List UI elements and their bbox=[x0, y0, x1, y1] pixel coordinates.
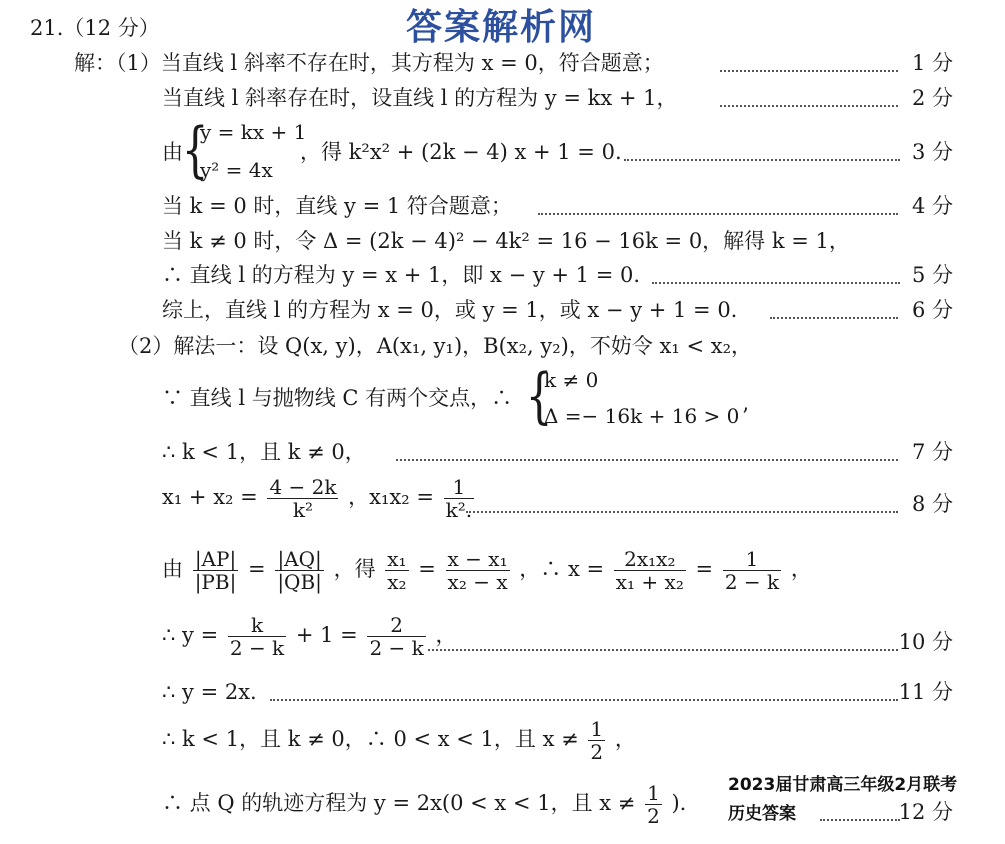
score-6: 6 分 bbox=[911, 298, 953, 322]
part2-line7: ∴ y = 2x. bbox=[162, 680, 257, 704]
part2-line5 bbox=[162, 548, 812, 593]
score-12: 12 分 bbox=[898, 800, 953, 824]
equals-sign: = bbox=[418, 557, 436, 581]
sum-label: x₁ + x₂ = bbox=[162, 485, 258, 509]
text-close: ). bbox=[671, 791, 687, 815]
part2-line4 bbox=[162, 476, 477, 521]
fraction-aq-qb: $\frac{|AQ|}{|QB|}$ bbox=[277, 547, 322, 594]
condition-2: Δ =− 16k + 16 > 0 bbox=[544, 404, 740, 428]
fraction-product: $\frac{1}{\text{k².}}$ bbox=[445, 475, 473, 522]
fraction-k-over-2mk: $\frac{k}{2 - k}$ bbox=[229, 613, 285, 660]
part1-line6: ∴ 直线 l 的方程为 y = x + 1，即 x − y + 1 = 0. bbox=[162, 263, 640, 287]
part2-line1: （2）解法一：设 Q(x, y)，A(x₁, y₁)，B(x₂, y₂)，不妨令 x₁ < x₂， bbox=[118, 334, 752, 358]
text-comma: ， bbox=[435, 623, 457, 647]
brace-symbol: { bbox=[181, 115, 209, 185]
part1-line1: 解：（1）当直线 l 斜率不存在时，其方程为 x = 0，符合题意； bbox=[74, 51, 664, 75]
leader-dots bbox=[820, 819, 900, 821]
footer-line2: 历史答案 bbox=[728, 804, 796, 824]
score-1: 1 分 bbox=[911, 51, 953, 75]
text-comma: ， bbox=[790, 557, 812, 581]
score-3: 3 分 bbox=[911, 140, 953, 164]
part1-line3-rest: ，得 k²x² + (2k − 4) x + 1 = 0. bbox=[300, 140, 622, 164]
product-label: ，x₁x₂ = bbox=[348, 485, 434, 509]
text-you: 由 bbox=[162, 557, 183, 581]
part1-line7: 综上，直线 l 的方程为 x = 0，或 y = 1，或 x − y + 1 = 0. bbox=[162, 298, 738, 322]
condition-tail: ’ bbox=[742, 404, 749, 428]
part1-line4: 当 k = 0 时，直线 y = 1 符合题意； bbox=[162, 194, 512, 218]
part1-line3-lead: 由 bbox=[162, 140, 183, 164]
fraction-2x1x2: $\frac{\text{2x₁x₂}}{\text{x₁ + x₂}}$ bbox=[615, 547, 684, 594]
leader-dots bbox=[624, 159, 900, 161]
brace-symbol: { bbox=[525, 361, 553, 431]
fraction-2-over-2mk: $\frac{2}{2 - k}$ bbox=[369, 613, 424, 660]
leader-dots bbox=[396, 459, 898, 461]
leader-dots bbox=[270, 699, 898, 701]
equals-sign: = bbox=[695, 557, 714, 581]
fraction-half: $\frac{1}{2}$ bbox=[647, 781, 660, 828]
text-therefore-x: ，∴ x = bbox=[519, 557, 605, 581]
part2-line6 bbox=[162, 614, 456, 659]
score-2: 2 分 bbox=[911, 86, 953, 110]
leader-dots bbox=[720, 70, 898, 72]
system-eq2: y² = 4x bbox=[200, 158, 273, 182]
score-4: 4 分 bbox=[911, 194, 953, 218]
part2-line9 bbox=[162, 782, 686, 827]
text-therefore-y: ∴ y = bbox=[162, 623, 219, 647]
leader-dots bbox=[538, 213, 898, 215]
score-7: 7 分 bbox=[911, 440, 953, 464]
score-10: 10 分 bbox=[898, 630, 953, 654]
leader-dots bbox=[428, 649, 898, 651]
score-11: 11 分 bbox=[898, 680, 953, 704]
part2-line8 bbox=[162, 718, 636, 763]
leader-dots bbox=[652, 282, 900, 284]
fraction-ap-pb: $\frac{|AP|}{|PB|}$ bbox=[194, 547, 237, 594]
fraction-1-over-2mk: $\frac{1}{2 - k}$ bbox=[724, 547, 780, 594]
question-heading: 21.（12 分） bbox=[30, 16, 160, 40]
fraction-sum: $\frac{4 - 2k}{\text{k²}}$ bbox=[269, 475, 337, 522]
footer-line1: 2023届甘肃高三年级2月联考 bbox=[728, 775, 958, 795]
part2-line3: ∴ k < 1，且 k ≠ 0， bbox=[162, 440, 366, 464]
locus-text: ∴ 点 Q 的轨迹方程为 y = 2x(0 < x < 1，且 x ≠ bbox=[162, 791, 636, 815]
score-8: 8 分 bbox=[911, 492, 953, 516]
system-eq1: y = kx + 1 bbox=[200, 120, 307, 144]
range-text: ∴ k < 1，且 k ≠ 0，∴ 0 < x < 1，且 x ≠ bbox=[162, 727, 579, 751]
part1-line5: 当 k ≠ 0 时，令 Δ = (2k − 4)² − 4k² = 16 − 16k = 0，解得 k = 1， bbox=[162, 229, 850, 253]
condition-1: k ≠ 0 bbox=[544, 368, 599, 392]
score-5: 5 分 bbox=[911, 263, 953, 287]
fraction-x-diff: $\frac{\text{x − x₁}}{\text{x₂ − x}}$ bbox=[447, 547, 508, 594]
text-comma: ， bbox=[614, 727, 636, 751]
part1-line2: 当直线 l 斜率存在时，设直线 l 的方程为 y = kx + 1， bbox=[162, 86, 678, 110]
leader-dots bbox=[720, 105, 898, 107]
watermark-logo: 答案解析网 bbox=[406, 7, 597, 48]
equals-sign: = bbox=[248, 557, 266, 581]
fraction-x1-x2: $\frac{\text{x₁}}{\text{x₂}}$ bbox=[387, 547, 407, 594]
part2-line2-lead: ∵ 直线 l 与抛物线 C 有两个交点，∴ bbox=[162, 386, 513, 410]
leader-dots bbox=[466, 511, 898, 513]
text-de: ，得 bbox=[333, 557, 376, 581]
fraction-half: $\frac{1}{2}$ bbox=[590, 717, 604, 764]
leader-dots bbox=[770, 317, 898, 319]
text-plus-one: + 1 = bbox=[295, 623, 358, 647]
